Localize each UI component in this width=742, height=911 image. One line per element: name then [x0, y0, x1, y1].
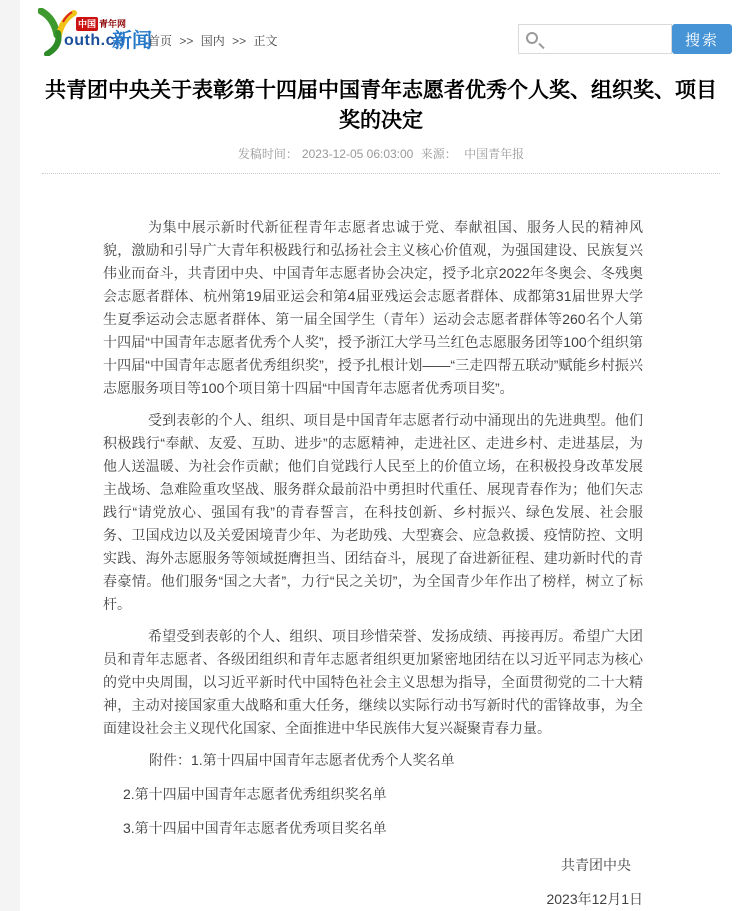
attachment-list	[103, 749, 643, 840]
site-header	[20, 0, 742, 70]
search-icon	[526, 32, 538, 44]
paragraph: 希望受到表彰的个人、组织、项目珍惜荣誉、发扬成绩、再接再厉。希望广大团员和青年志愿者、各级团组织和青年志愿者组织更加紧密地团结在以习近平同志为核心的党中央周围，以习近平新时代中国特色社会主义思想为指导，全面贯彻党的二十大精神，主动对接国家重大战略和重大任务，继续以实际行动书写新时代的雷锋故事，为全面建设社会主义现代化国家、全面推进中华民族伟大复兴凝聚青春力量。	[103, 628, 643, 736]
search-button[interactable]: 搜索	[672, 24, 732, 54]
breadcrumb-category[interactable]: 国内	[200, 34, 225, 48]
paragraph: 受到表彰的个人、组织、项目是中国青年志愿者行动中涌现出的先进典型。他们积极践行“奉献、友爱、互助、进步”的志愿精神，走进社区、走进乡村、走进基层，为他人送温暖、为社会作贡献；他们自觉践行人民至上的价值立场，在积极投身改革发展主战场、急难险重攻坚战、服务群众最前沿中勇担时代重任、展现青春作为；他们矢志践行“请党放心、强国有我”的青春誓言，在科技创新、乡村振兴、绿色发展、社会服务、卫国戍边以及关爱困境青少年、为老助残、大型赛会、应急救援、疫情防控、文明实践、海外志愿服务等领域挺膺担当、团结奋斗，展现了奋进新征程、建功新时代的青春豪情。他们服务“国之大者”，力行“民之关切”，为全国青少年作出了榜样，树立了标杆。	[103, 412, 643, 612]
signature: 共青团中央	[561, 857, 631, 873]
article-meta	[20, 145, 742, 162]
publish-time-value: 2023-12-05 06:03:00	[301, 147, 414, 161]
badge-rest-text: 青年网	[99, 19, 127, 29]
breadcrumb-home[interactable]: 首页	[148, 34, 173, 48]
document-date: 2023年12月1日	[546, 891, 643, 907]
logo-domain-text: outh.cn	[64, 32, 126, 49]
breadcrumb-separator: >>	[179, 34, 194, 48]
badge-cn-box: 中国	[78, 19, 97, 29]
news-section-link[interactable]: 新闻	[112, 30, 152, 52]
attachment-item: 2.第十四届中国青年志愿者优秀组织奖名单	[123, 786, 387, 802]
breadcrumb	[148, 32, 277, 49]
breadcrumb-separator: >>	[232, 34, 247, 48]
source-value: 中国青年报	[464, 147, 525, 161]
attachment-item: 3.第十四届中国青年志愿者优秀项目奖名单	[123, 820, 387, 836]
article-body	[20, 174, 742, 911]
source-label: 来源：	[420, 147, 457, 161]
publish-time-label: 发稿时间：	[237, 147, 298, 161]
page-title: 共青团中央关于表彰第十四届中国青年志愿者优秀个人奖、组织奖、项目奖的决定	[45, 79, 717, 132]
paragraph: 为集中展示新时代新征程青年志愿者忠诚于党、奉献祖国、服务人民的精神风貌，激励和引导广大青年积极践行和弘扬社会主义核心价值观，为强国建设、民族复兴伟业而奋斗，共青团中央、中国青年志愿者协会决定，授予北京2022年冬奥会、冬残奥会志愿者群体、杭州第19届亚运会和第4届亚残运会志愿者群体、成都第31届世界大学生夏季运动会志愿者群体、第一届全国学生（青年）运动会志愿者群体等260名个人第十四届“中国青年志愿者优秀个人奖”，授予浙江大学马兰红色志愿服务团等100个组织第十四届“中国青年志愿者优秀组织奖”，授予扎根计划——“三走四帮五联动”赋能乡村振兴志愿服务项目等100个项目第十四届“中国青年志愿者优秀项目奖”。	[103, 219, 643, 396]
search-input[interactable]	[545, 25, 671, 53]
attachment-item: 附件：1.第十四届中国青年志愿者优秀个人奖名单	[149, 752, 455, 768]
breadcrumb-current: 正文	[253, 34, 278, 48]
content-card	[20, 0, 742, 911]
search-box	[518, 24, 672, 54]
